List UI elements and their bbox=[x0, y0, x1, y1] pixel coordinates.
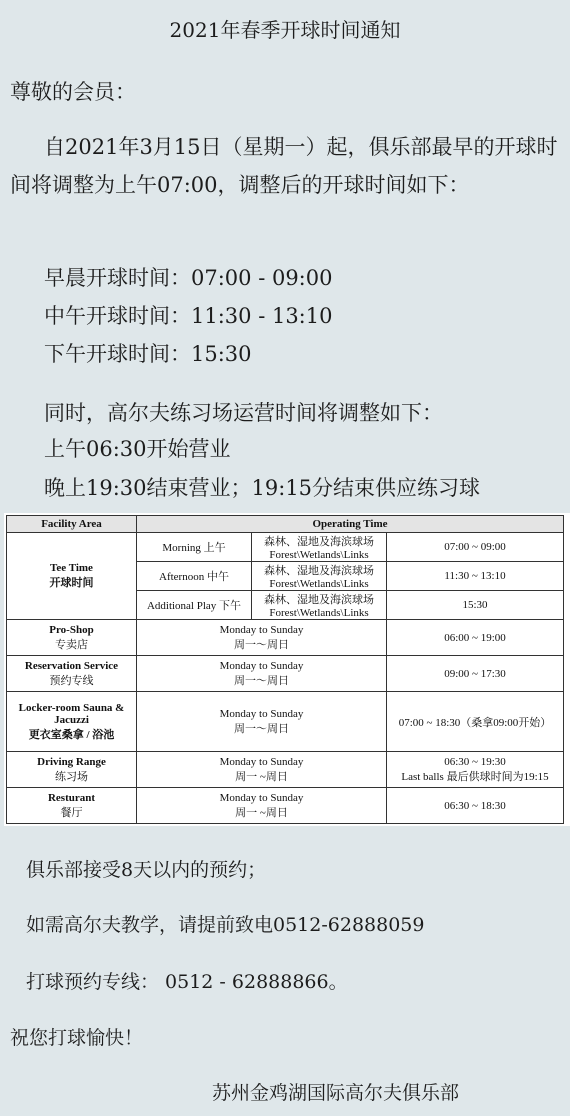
table-row bbox=[7, 620, 564, 656]
days-en: Monday to Sunday bbox=[219, 659, 304, 672]
facility-name-en: Reservation Service bbox=[24, 659, 119, 672]
days-en: Monday to Sunday bbox=[219, 791, 304, 804]
tee-time-label: 早晨开球时间： bbox=[44, 266, 191, 290]
facility-name-en: Locker-room Sauna & Jacuzzi bbox=[18, 701, 125, 726]
tee-time-afternoon bbox=[44, 338, 252, 368]
facility-cell bbox=[7, 620, 137, 656]
facility-name-cn: 餐厅 bbox=[60, 806, 83, 819]
days-en: Monday to Sunday bbox=[219, 623, 304, 636]
table-row bbox=[7, 656, 564, 692]
footer-lesson-phone: 如需高尔夫教学，请提前致电0512-62888059 bbox=[26, 914, 425, 936]
courses-cn: 森林、湿地及海滨球场 bbox=[264, 594, 374, 606]
days-cell bbox=[137, 656, 387, 692]
header-operating-time: Operating Time bbox=[137, 516, 564, 533]
tee-time-label: 下午开球时间： bbox=[44, 342, 191, 366]
time-cell: 09:00 ~ 17:30 bbox=[387, 656, 564, 692]
facility-name-en: Resturant bbox=[47, 791, 96, 804]
courses-cn: 森林、湿地及海滨球场 bbox=[264, 536, 374, 548]
tee-time-value: 11:30 - 13:10 bbox=[191, 304, 333, 328]
operating-time-table bbox=[4, 513, 570, 826]
table-row bbox=[7, 752, 564, 788]
time-cell: 15:30 bbox=[387, 591, 564, 620]
footer-booking-window: 俱乐部接受8天以内的预约； bbox=[26, 859, 267, 881]
days-cn: 周一～周日 bbox=[234, 674, 289, 687]
signature: 苏州金鸡湖国际高尔夫俱乐部 bbox=[212, 1082, 460, 1104]
courses-cell bbox=[252, 562, 387, 591]
courses-en: Forest\Wetlands\Links bbox=[269, 578, 369, 590]
table-row bbox=[7, 692, 564, 752]
days-cell bbox=[137, 788, 387, 824]
range-notice: 同时，高尔夫练习场运营时间将调整如下： bbox=[44, 401, 443, 425]
session-cell: Additional Play 下午 bbox=[137, 591, 252, 620]
intro-text: 自2021年3月15日（星期一）起，俱乐部最早的开球时间将调整为上午07:00，调整后的开球时间如下： bbox=[10, 135, 558, 197]
tee-time-morning bbox=[44, 262, 332, 292]
facility-name-cn: 开球时间 bbox=[49, 577, 94, 589]
facility-cell bbox=[7, 656, 137, 692]
tee-time-value: 15:30 bbox=[191, 342, 252, 366]
range-open: 上午06:30开始营业 bbox=[44, 437, 231, 461]
time-cell: 07:00 ~ 09:00 bbox=[387, 533, 564, 562]
days-cell bbox=[137, 692, 387, 752]
days-cell bbox=[137, 752, 387, 788]
footer-wish: 祝您打球愉快！ bbox=[10, 1027, 144, 1049]
days-cn: 周一～周日 bbox=[234, 638, 289, 651]
facility-name-en: Tee Time bbox=[50, 562, 93, 574]
tee-time-label: 中午开球时间： bbox=[44, 304, 191, 328]
days-cell bbox=[137, 620, 387, 656]
greeting: 尊敬的会员： bbox=[10, 80, 136, 104]
notice-title: 2021年春季开球时间通知 bbox=[169, 18, 401, 42]
time-cell bbox=[387, 752, 564, 788]
session-cell: Morning 上午 bbox=[137, 533, 252, 562]
last-balls-note: Last balls 最后供球时间为19:15 bbox=[401, 770, 549, 783]
courses-en: Forest\Wetlands\Links bbox=[269, 607, 369, 619]
header-facility: Facility Area bbox=[7, 516, 137, 533]
session-cell: Afternoon 中午 bbox=[137, 562, 252, 591]
facility-name-cn: 更衣室桑拿 / 浴池 bbox=[28, 728, 115, 741]
facility-cell bbox=[7, 788, 137, 824]
time-cell: 06:00 ~ 19:00 bbox=[387, 620, 564, 656]
facility-name-cn: 预约专线 bbox=[49, 674, 94, 687]
courses-cell bbox=[252, 591, 387, 620]
time-cell: 11:30 ~ 13:10 bbox=[387, 562, 564, 591]
tee-time-value: 07:00 - 09:00 bbox=[191, 266, 333, 290]
footer-booking-line: 打球预约专线： 0512 - 62888866。 bbox=[26, 971, 348, 993]
range-close: 晚上19:30结束营业；19:15分结束供应练习球 bbox=[44, 476, 481, 500]
time-value: 06:30 ~ 19:30 bbox=[444, 755, 506, 768]
courses-en: Forest\Wetlands\Links bbox=[269, 549, 369, 561]
facility-cell bbox=[7, 752, 137, 788]
time-cell: 06:30 ~ 18:30 bbox=[387, 788, 564, 824]
intro-paragraph bbox=[10, 128, 562, 204]
facility-name-cn: 专卖店 bbox=[55, 638, 88, 651]
courses-cell bbox=[252, 533, 387, 562]
days-en: Monday to Sunday bbox=[219, 707, 304, 720]
days-en: Monday to Sunday bbox=[219, 755, 304, 768]
days-cn: 周一 ~周日 bbox=[235, 806, 288, 819]
facility-name-en: Pro-Shop bbox=[49, 623, 94, 636]
days-cn: 周一～周日 bbox=[234, 722, 289, 735]
courses-cn: 森林、湿地及海滨球场 bbox=[264, 565, 374, 577]
tee-time-cell bbox=[7, 533, 137, 620]
facility-cell bbox=[7, 692, 137, 752]
tee-time-noon bbox=[44, 300, 332, 330]
table-row bbox=[7, 788, 564, 824]
facility-name-cn: 练习场 bbox=[55, 770, 88, 783]
facility-name-en: Driving Range bbox=[37, 755, 106, 768]
time-cell: 07:00 ~ 18:30（桑拿09:00开始） bbox=[387, 692, 564, 752]
days-cn: 周一 ~周日 bbox=[235, 770, 288, 783]
